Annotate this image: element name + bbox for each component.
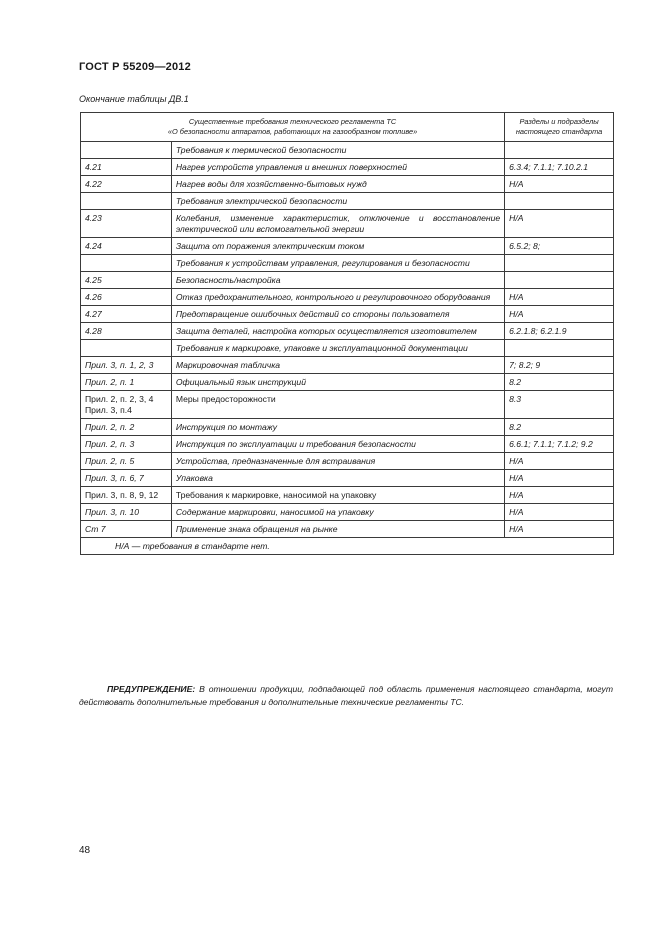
cell-requirement: Защита деталей, настройка которых осуществляется изготовителем xyxy=(171,323,504,340)
table-row xyxy=(81,436,614,453)
cell-sections: 8.3 xyxy=(505,391,614,419)
warning-note xyxy=(79,683,613,709)
cell-clause xyxy=(81,193,172,210)
cell-requirement: Нагрев устройств управления и внешних поверхностей xyxy=(171,159,504,176)
cell-sections: Н/А xyxy=(505,210,614,238)
cell-clause: Прил. 3, п. 1, 2, 3 xyxy=(81,357,172,374)
table-row xyxy=(81,159,614,176)
cell-clause: Ст 7 xyxy=(81,521,172,538)
table-row xyxy=(81,238,614,255)
table-row xyxy=(81,193,614,210)
table-footnote: Н/А — требования в стандарте нет. xyxy=(81,538,614,555)
cell-clause xyxy=(81,142,172,159)
cell-clause: 4.27 xyxy=(81,306,172,323)
cell-requirement: Меры предосторожности xyxy=(171,391,504,419)
cell-clause: Прил. 2, п. 5 xyxy=(81,453,172,470)
cell-clause: Прил. 3, п. 6, 7 xyxy=(81,470,172,487)
cell-requirement: Устройства, предназначенные для встраивания xyxy=(171,453,504,470)
table-row xyxy=(81,504,614,521)
cell-requirement: Отказ предохранительного, контрольного и регулировочного оборудования xyxy=(171,289,504,306)
warning-text: В отношении продукции, подпадающей под область применения настоящего стандарта, могут действовать дополнительные требования и дополнительные технические регламенты ТС. xyxy=(79,684,613,707)
table-body xyxy=(81,142,614,538)
cell-requirement: Требования к маркировке, наносимой на упаковку xyxy=(171,487,504,504)
table-header-row xyxy=(81,113,614,142)
table-row xyxy=(81,391,614,419)
table-caption: Окончание таблицы ДВ.1 xyxy=(79,94,189,104)
cell-requirement: Защита от поражения электрическим током xyxy=(171,238,504,255)
cell-sections: 8.2 xyxy=(505,419,614,436)
requirements-table xyxy=(80,112,614,555)
cell-sections xyxy=(505,142,614,159)
cell-clause xyxy=(81,340,172,357)
header-requirements xyxy=(81,113,505,142)
cell-sections: Н/А xyxy=(505,504,614,521)
cell-sections xyxy=(505,193,614,210)
cell-requirement: Содержание маркировки, наносимой на упаковку xyxy=(171,504,504,521)
table-row xyxy=(81,306,614,323)
cell-sections: Н/А xyxy=(505,470,614,487)
table-row xyxy=(81,142,614,159)
header-sections-line2: настоящего стандарта xyxy=(515,127,603,136)
table-row xyxy=(81,521,614,538)
table-row xyxy=(81,210,614,238)
cell-clause: 4.22 xyxy=(81,176,172,193)
table-row xyxy=(81,374,614,391)
cell-requirement: Безопасность/настройка xyxy=(171,272,504,289)
warning-label: ПРЕДУПРЕЖДЕНИЕ: xyxy=(107,684,196,694)
footnote-row xyxy=(81,538,614,555)
cell-requirement: Упаковка xyxy=(171,470,504,487)
cell-requirement: Инструкция по монтажу xyxy=(171,419,504,436)
table-row xyxy=(81,255,614,272)
cell-clause: Прил. 3, п. 10 xyxy=(81,504,172,521)
table-row xyxy=(81,419,614,436)
table-row xyxy=(81,323,614,340)
cell-clause: 4.26 xyxy=(81,289,172,306)
page-number: 48 xyxy=(79,845,91,856)
cell-sections: Н/А xyxy=(505,521,614,538)
header-requirements-line2: «О безопасности аппаратов, работающих на газообразном топливе» xyxy=(167,127,418,136)
table-row xyxy=(81,487,614,504)
cell-sections: Н/А xyxy=(505,176,614,193)
cell-sections: 6.6.1; 7.1.1; 7.1.2; 9.2 xyxy=(505,436,614,453)
table-row xyxy=(81,357,614,374)
cell-requirement: Колебания, изменение характеристик, отключение и восстановление электрической или вспомогательной энергии xyxy=(171,210,504,238)
cell-clause: 4.23 xyxy=(81,210,172,238)
cell-sections: Н/А xyxy=(505,306,614,323)
cell-requirement: Нагрев воды для хозяйственно-бытовых нужд xyxy=(171,176,504,193)
cell-sections: 6.2.1.8; 6.2.1.9 xyxy=(505,323,614,340)
cell-requirement: Предотвращение ошибочных действий со стороны пользователя xyxy=(171,306,504,323)
cell-sections: 7; 8.2; 9 xyxy=(505,357,614,374)
table-row xyxy=(81,289,614,306)
cell-requirement: Требования к термической безопасности xyxy=(171,142,504,159)
cell-requirement: Требования к устройствам управления, регулирования и безопасности xyxy=(171,255,504,272)
cell-requirement: Маркировочная табличка xyxy=(171,357,504,374)
table-row xyxy=(81,176,614,193)
cell-clause: Прил. 2, п. 1 xyxy=(81,374,172,391)
cell-sections: 8.2 xyxy=(505,374,614,391)
cell-clause: 4.24 xyxy=(81,238,172,255)
cell-sections: 6.5.2; 8; xyxy=(505,238,614,255)
table-row xyxy=(81,453,614,470)
cell-sections xyxy=(505,272,614,289)
cell-sections: 6.3.4; 7.1.1; 7.10.2.1 xyxy=(505,159,614,176)
cell-sections xyxy=(505,255,614,272)
table-row xyxy=(81,272,614,289)
cell-sections: Н/А xyxy=(505,487,614,504)
cell-requirement: Требования к маркировке, упаковке и эксплуатационной документации xyxy=(171,340,504,357)
cell-requirement: Инструкция по эксплуатации и требования безопасности xyxy=(171,436,504,453)
cell-clause: Прил. 3, п. 8, 9, 12 xyxy=(81,487,172,504)
standard-code: ГОСТ Р 55209—2012 xyxy=(79,61,191,73)
cell-clause: Прил. 2, п. 3 xyxy=(81,436,172,453)
table-row xyxy=(81,470,614,487)
cell-requirement: Требования электрической безопасности xyxy=(171,193,504,210)
cell-requirement: Применение знака обращения на рынке xyxy=(171,521,504,538)
header-sections-line1: Разделы и подразделы xyxy=(519,117,599,126)
cell-clause: 4.21 xyxy=(81,159,172,176)
cell-clause: 4.25 xyxy=(81,272,172,289)
table-row xyxy=(81,340,614,357)
cell-sections xyxy=(505,340,614,357)
header-requirements-line1: Существенные требования технического регламента ТС xyxy=(188,117,397,126)
cell-clause: Прил. 2, п. 2 xyxy=(81,419,172,436)
cell-requirement: Официальный язык инструкций xyxy=(171,374,504,391)
cell-sections: Н/А xyxy=(505,289,614,306)
header-sections xyxy=(505,113,614,142)
cell-clause: Прил. 2, п. 2, 3, 4 Прил. 3, п.4 xyxy=(81,391,172,419)
cell-sections: Н/А xyxy=(505,453,614,470)
cell-clause xyxy=(81,255,172,272)
cell-clause: 4.28 xyxy=(81,323,172,340)
